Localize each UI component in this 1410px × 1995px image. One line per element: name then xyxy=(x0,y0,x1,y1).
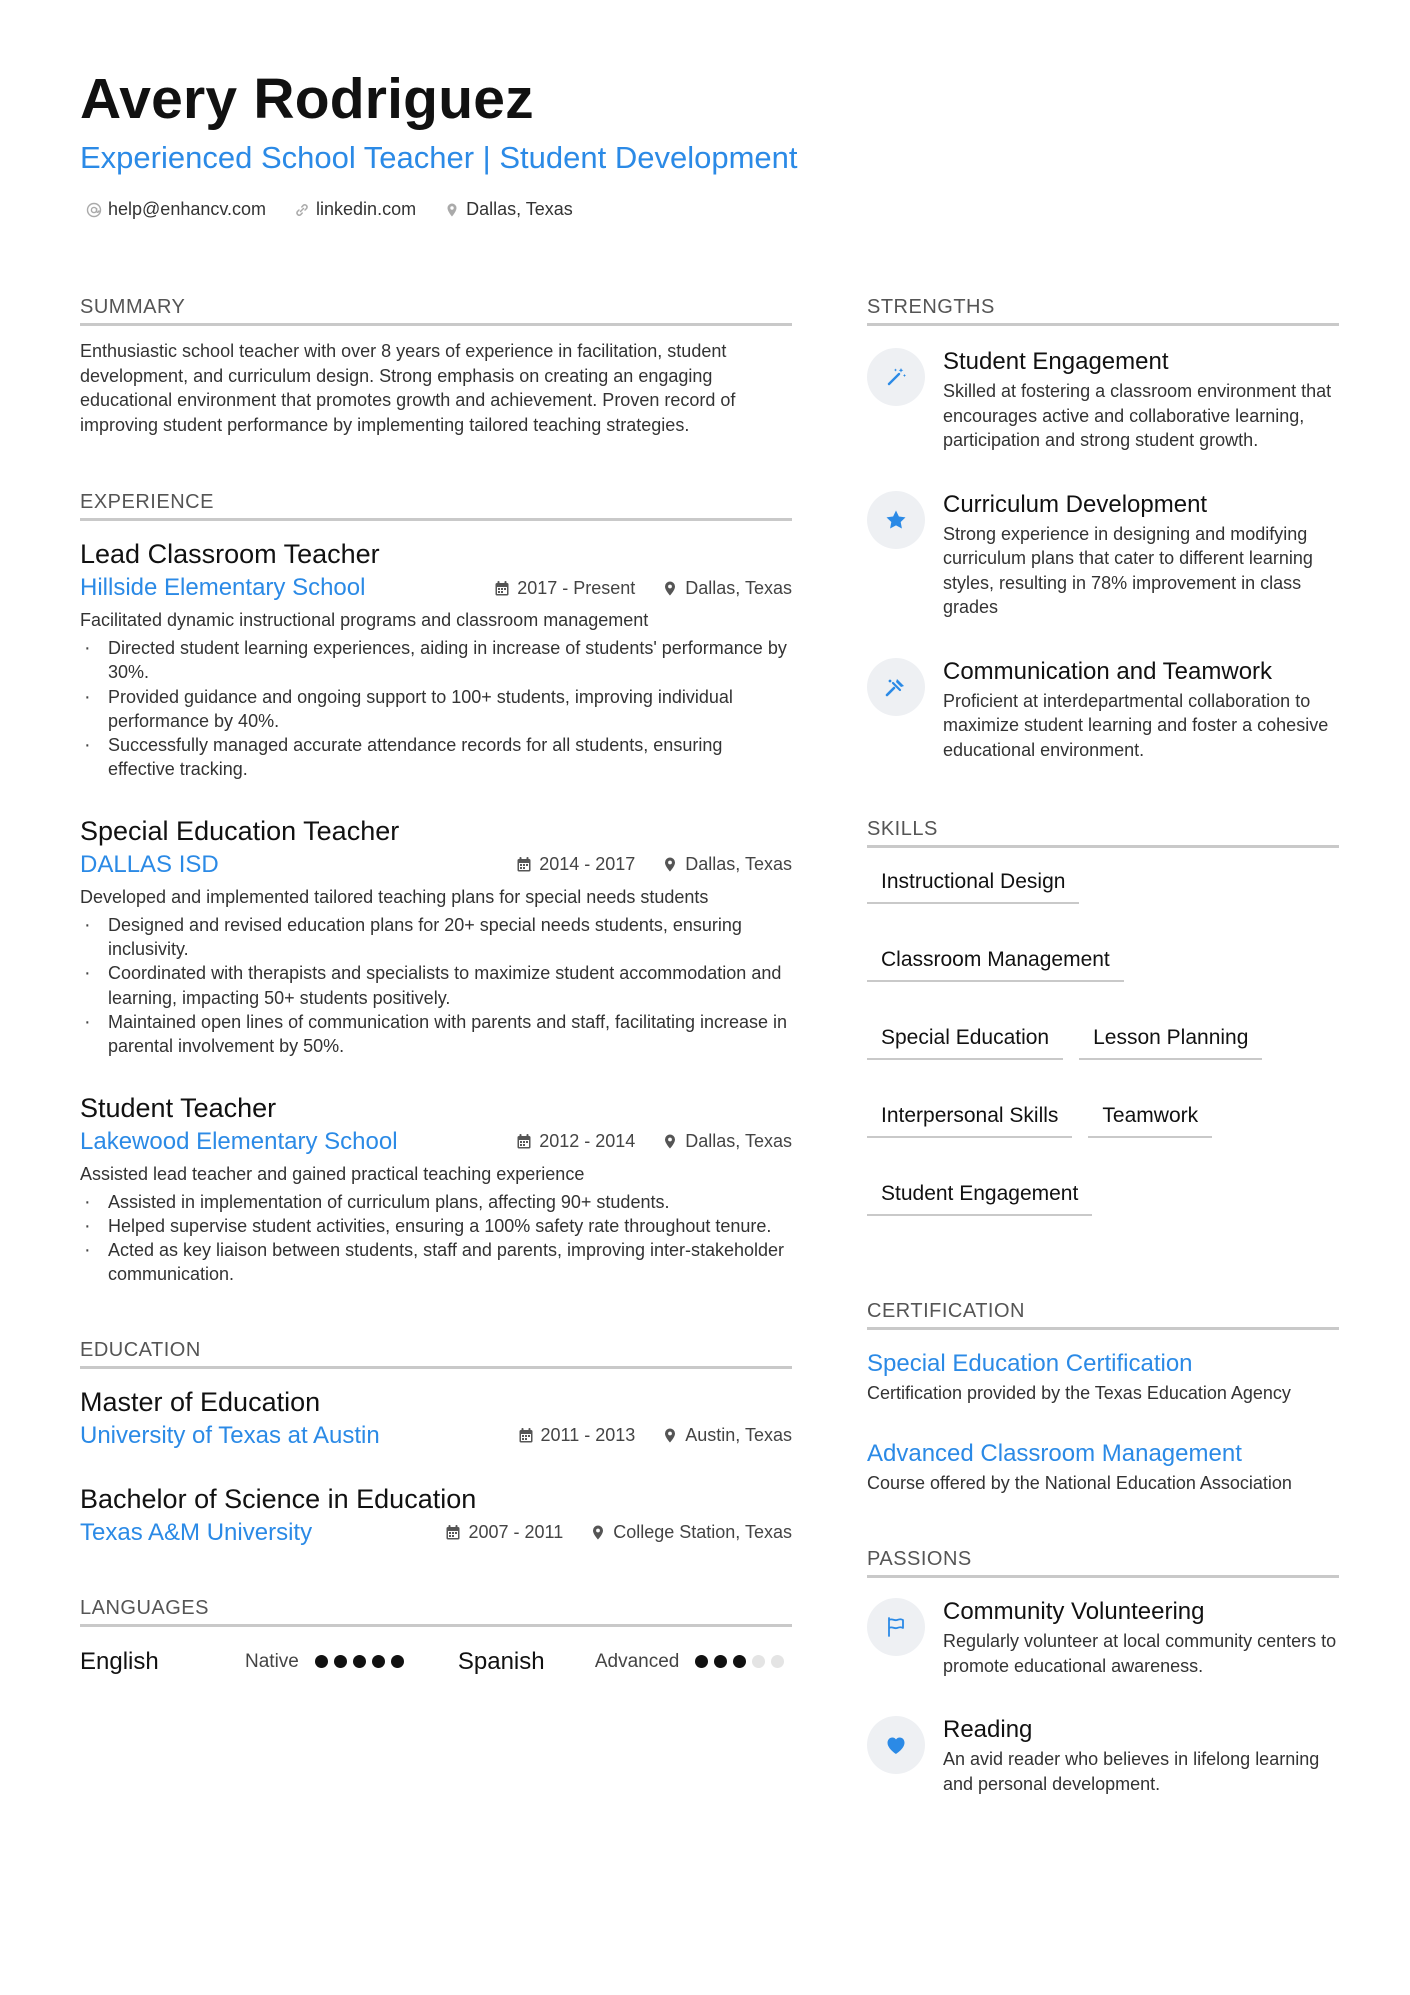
experience-item xyxy=(80,539,792,782)
location-pin-icon xyxy=(663,857,677,872)
skill-tag: Teamwork xyxy=(1088,1104,1212,1138)
languages-heading: LANGUAGES xyxy=(80,1597,792,1627)
school-name: Texas A&M University xyxy=(80,1518,313,1546)
certification-item xyxy=(867,1440,1339,1494)
language-name: Spanish xyxy=(457,1647,545,1675)
passion-title: Community Volunteering xyxy=(943,1598,1205,1625)
location-text: Dallas, Texas xyxy=(466,199,573,219)
bullet-item: · Provided guidance and ongoing support to 100+ students, improving individual performance by 40%. xyxy=(80,685,792,734)
rating-dot xyxy=(695,1655,708,1668)
language-name: English xyxy=(80,1647,159,1675)
passion-item xyxy=(867,1716,1339,1796)
location-pin-icon xyxy=(663,1134,677,1149)
magic-wand-icon xyxy=(884,365,908,389)
passion-description: An avid reader who believes in lifelong learning and personal development. xyxy=(943,1749,1320,1794)
job-description: Developed and implemented tailored teaching plans for special needs students xyxy=(80,886,709,907)
job-location: Dallas, Texas xyxy=(685,577,792,598)
education-heading: EDUCATION xyxy=(80,1339,792,1369)
flag-icon xyxy=(884,1615,908,1639)
job-title: Student Teacher xyxy=(80,1092,277,1123)
calendar-icon xyxy=(446,1525,460,1540)
degree-title: Master of Education xyxy=(80,1386,321,1417)
passion-item xyxy=(867,1598,1339,1678)
certification-description: Course offered by the National Education Association xyxy=(867,1473,1292,1493)
strength-item xyxy=(867,491,1339,620)
education-item xyxy=(80,1387,792,1450)
language-level: Advanced xyxy=(594,1650,680,1672)
skills-heading: SKILLS xyxy=(867,818,1339,848)
location-pin-icon xyxy=(663,1428,677,1443)
skills-list xyxy=(867,870,1339,1216)
strength-title: Student Engagement xyxy=(943,348,1169,375)
company-name: DALLAS ISD xyxy=(80,850,219,878)
calendar-icon xyxy=(495,581,509,596)
location-pin-icon xyxy=(591,1525,605,1540)
rating-dot xyxy=(733,1655,746,1668)
rating-dot xyxy=(771,1655,784,1668)
bullet-item: · Assisted in implementation of curriculum plans, affecting 90+ students. xyxy=(80,1190,792,1214)
certification-title: Special Education Certification xyxy=(867,1350,1193,1377)
calendar-icon xyxy=(519,1428,533,1443)
strength-description: Strong experience in designing and modifying curriculum plans that cater to different learning styles, resulting in 78% improvement in class grades xyxy=(943,523,1313,617)
heart-icon xyxy=(884,1733,908,1757)
job-title: Special Education Teacher xyxy=(80,815,400,846)
star-icon xyxy=(884,508,908,532)
rating-dot xyxy=(714,1655,727,1668)
rating-dot xyxy=(372,1655,385,1668)
job-description: Facilitated dynamic instructional programs and classroom management xyxy=(80,610,649,630)
bullet-item: · Maintained open lines of communication with parents and staff, facilitating increase in parental involvement by 50%. xyxy=(80,1010,792,1059)
rating-dot xyxy=(334,1655,347,1668)
job-location: Dallas, Texas xyxy=(685,854,792,875)
strength-icon-badge xyxy=(867,348,925,406)
rating-dot xyxy=(353,1655,366,1668)
passions-heading: PASSIONS xyxy=(867,1548,1339,1578)
summary-heading: SUMMARY xyxy=(80,296,792,326)
experience-item xyxy=(80,816,792,1059)
strength-title: Communication and Teamwork xyxy=(943,657,1273,685)
language-rating xyxy=(695,1655,784,1668)
job-bullets xyxy=(80,1190,792,1287)
rating-dot xyxy=(752,1655,765,1668)
education-location: College Station, Texas xyxy=(613,1522,792,1543)
location-pin-icon xyxy=(663,581,677,596)
passion-icon-badge xyxy=(867,1716,925,1774)
job-title: Lead Classroom Teacher xyxy=(80,539,380,569)
certification-item xyxy=(867,1350,1339,1404)
handshake-icon xyxy=(884,675,908,699)
job-location: Dallas, Texas xyxy=(685,1131,792,1152)
contact-linkedin[interactable] xyxy=(294,199,416,220)
language-rating xyxy=(315,1655,404,1668)
link-icon xyxy=(294,202,310,218)
job-dates: 2017 - Present xyxy=(517,577,636,598)
strength-description: Skilled at fostering a classroom environment that encourages active and collaborative learning, participation and strong student growth. xyxy=(943,381,1332,450)
strength-title: Curriculum Development xyxy=(943,490,1208,518)
rating-dot xyxy=(315,1655,328,1668)
skill-tag: Lesson Planning xyxy=(1079,1026,1262,1060)
education-location: Austin, Texas xyxy=(685,1425,792,1446)
bullet-item: · Coordinated with therapists and specialists to maximize student accommodation and learning, impacting 50+ students positively. xyxy=(80,961,792,1010)
school-name: University of Texas at Austin xyxy=(80,1421,380,1449)
passion-description: Regularly volunteer at local community centers to promote educational awareness. xyxy=(943,1631,1337,1676)
strength-icon-badge xyxy=(867,491,925,549)
certification-heading: CERTIFICATION xyxy=(867,1300,1339,1330)
strength-item xyxy=(867,348,1339,453)
right-column xyxy=(867,296,1339,1796)
education-dates: 2007 - 2011 xyxy=(468,1522,564,1543)
email-text: help@enhancv.com xyxy=(108,199,267,219)
summary-text: Enthusiastic school teacher with over 8 years of experience in facilitation, student development, and curriculum design. Strong emphasis on creating an engaging educational environment that promotes growth and achievement. Proven record of improving student performance by implementing tailored teaching strategies. xyxy=(80,341,736,435)
languages-row xyxy=(80,1644,792,1680)
bullet-item: · Designed and revised education plans for 20+ special needs students, ensuring inclusivity. xyxy=(80,913,792,962)
passion-title: Reading xyxy=(943,1716,1033,1743)
strengths-heading: STRENGTHS xyxy=(867,296,1339,326)
strength-item xyxy=(867,658,1339,763)
bullet-item: · Directed student learning experiences, aiding in increase of students' performance by 30%. xyxy=(80,636,792,685)
calendar-icon xyxy=(517,857,531,872)
at-icon xyxy=(86,202,102,218)
skill-tag: Instructional Design xyxy=(867,870,1079,904)
education-item xyxy=(80,1484,792,1547)
job-dates: 2014 - 2017 xyxy=(539,854,636,875)
skill-tag: Student Engagement xyxy=(867,1182,1092,1216)
skill-tag: Interpersonal Skills xyxy=(867,1104,1072,1138)
company-name: Lakewood Elementary School xyxy=(80,1127,398,1155)
rating-dot xyxy=(391,1655,404,1668)
candidate-name: Avery Rodriguez xyxy=(80,67,534,131)
bullet-item: · Successfully managed accurate attendance records for all students, ensuring effective tracking. xyxy=(80,733,792,782)
job-dates: 2012 - 2014 xyxy=(539,1131,636,1152)
experience-item xyxy=(80,1093,792,1287)
job-bullets xyxy=(80,913,792,1059)
job-bullets xyxy=(80,636,792,782)
language-level: Native xyxy=(245,1650,299,1672)
candidate-tagline: Experienced School Teacher | Student Development xyxy=(80,140,798,175)
calendar-icon xyxy=(517,1134,531,1149)
contact-email[interactable] xyxy=(86,199,266,220)
left-column xyxy=(80,296,792,1680)
company-name: Hillside Elementary School xyxy=(80,574,366,601)
education-dates: 2011 - 2013 xyxy=(540,1425,636,1446)
passion-icon-badge xyxy=(867,1598,925,1656)
contact-location xyxy=(444,199,573,220)
contact-bar xyxy=(86,199,573,220)
certification-title: Advanced Classroom Management xyxy=(867,1440,1242,1467)
bullet-item: · Helped supervise student activities, ensuring a 100% safety rate throughout tenure. xyxy=(80,1214,792,1238)
bullet-item: · Acted as key liaison between students, staff and parents, improving inter-stakeholder communication. xyxy=(80,1238,792,1287)
strength-description: Proficient at interdepartmental collaboration to maximize student learning and foster a cohesive educational environment. xyxy=(943,690,1329,760)
certification-description: Certification provided by the Texas Education Agency xyxy=(867,1383,1291,1403)
experience-heading: EXPERIENCE xyxy=(80,491,792,521)
skill-tag: Special Education xyxy=(867,1026,1063,1060)
linkedin-text: linkedin.com xyxy=(316,199,417,219)
strength-icon-badge xyxy=(867,658,925,716)
degree-title: Bachelor of Science in Education xyxy=(80,1483,477,1514)
job-description: Assisted lead teacher and gained practical teaching experience xyxy=(80,1163,585,1184)
skill-tag: Classroom Management xyxy=(867,948,1124,982)
location-pin-icon xyxy=(444,202,460,218)
